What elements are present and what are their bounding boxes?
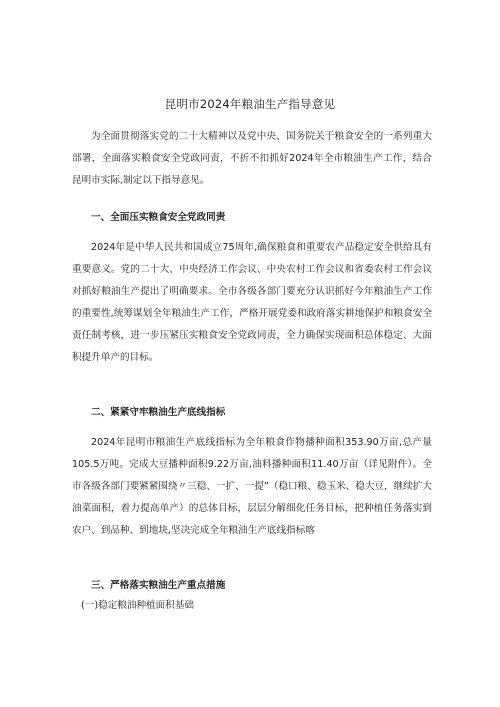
- section-3-heading: 三、严格落实粮油生产重点措施: [91, 580, 226, 591]
- section-1-heading: 一、全面压实粮食安全党政同责: [91, 212, 226, 223]
- section-2-heading: 二、紧紧守牢粮油生产底线指标: [91, 407, 226, 418]
- section-3-subheading: (一)稳定粮油种植面积基础: [81, 600, 195, 611]
- section-1-paragraph: 2024年是中华人民共和国成立75周年,确保粮食和重要农产品稳定安全供给具有重要意义。党的二十大、中央经济工作会议、中央农村工作会议和省委农村工作会议对抓好粮油生产提出了明确要求。全市各级各部门要充分认识抓好今年粮油生产工作的重要性,统筹谋划全年粮油生产工作，严格开展党委和政府落实耕地保护和粮食安全责任制考核，进一步压紧压实粮食安全党政同责，全力确保实现面积总体稳定、大面积提升单产的目标。: [72, 242, 432, 363]
- section-2-paragraph: 2024年昆明市粮油生产底线指标为全年粮食作物播种面积353.90万亩,总产量105.5万吨。完成大豆播种面积9.22万亩,油料播种面积11.40万亩（详见附件）。全市各级各部门要紧紧围绕〃三稳、一扩、一提”（稳口粮、稳玉米、稳大豆，继续扩大油菜面积，着力提高单产）的总体目标，层层分解细化任务目标，把种植任务落实到农户、到品种、到地块,坚决完成全年粮油生产底线指标喀: [72, 437, 432, 536]
- document-title: 昆明市2024年粮油生产指导意见: [164, 97, 336, 111]
- intro-paragraph: 为全面贯彻落实党的二十大精神以及党中央、国务院关于粮食安全的一系列重大部署，全面落实粮食安全党政同责，不折不扣抓好2024年全市粮油生产工作，结合昆明市实际,制定以下指导意见。: [72, 131, 432, 186]
